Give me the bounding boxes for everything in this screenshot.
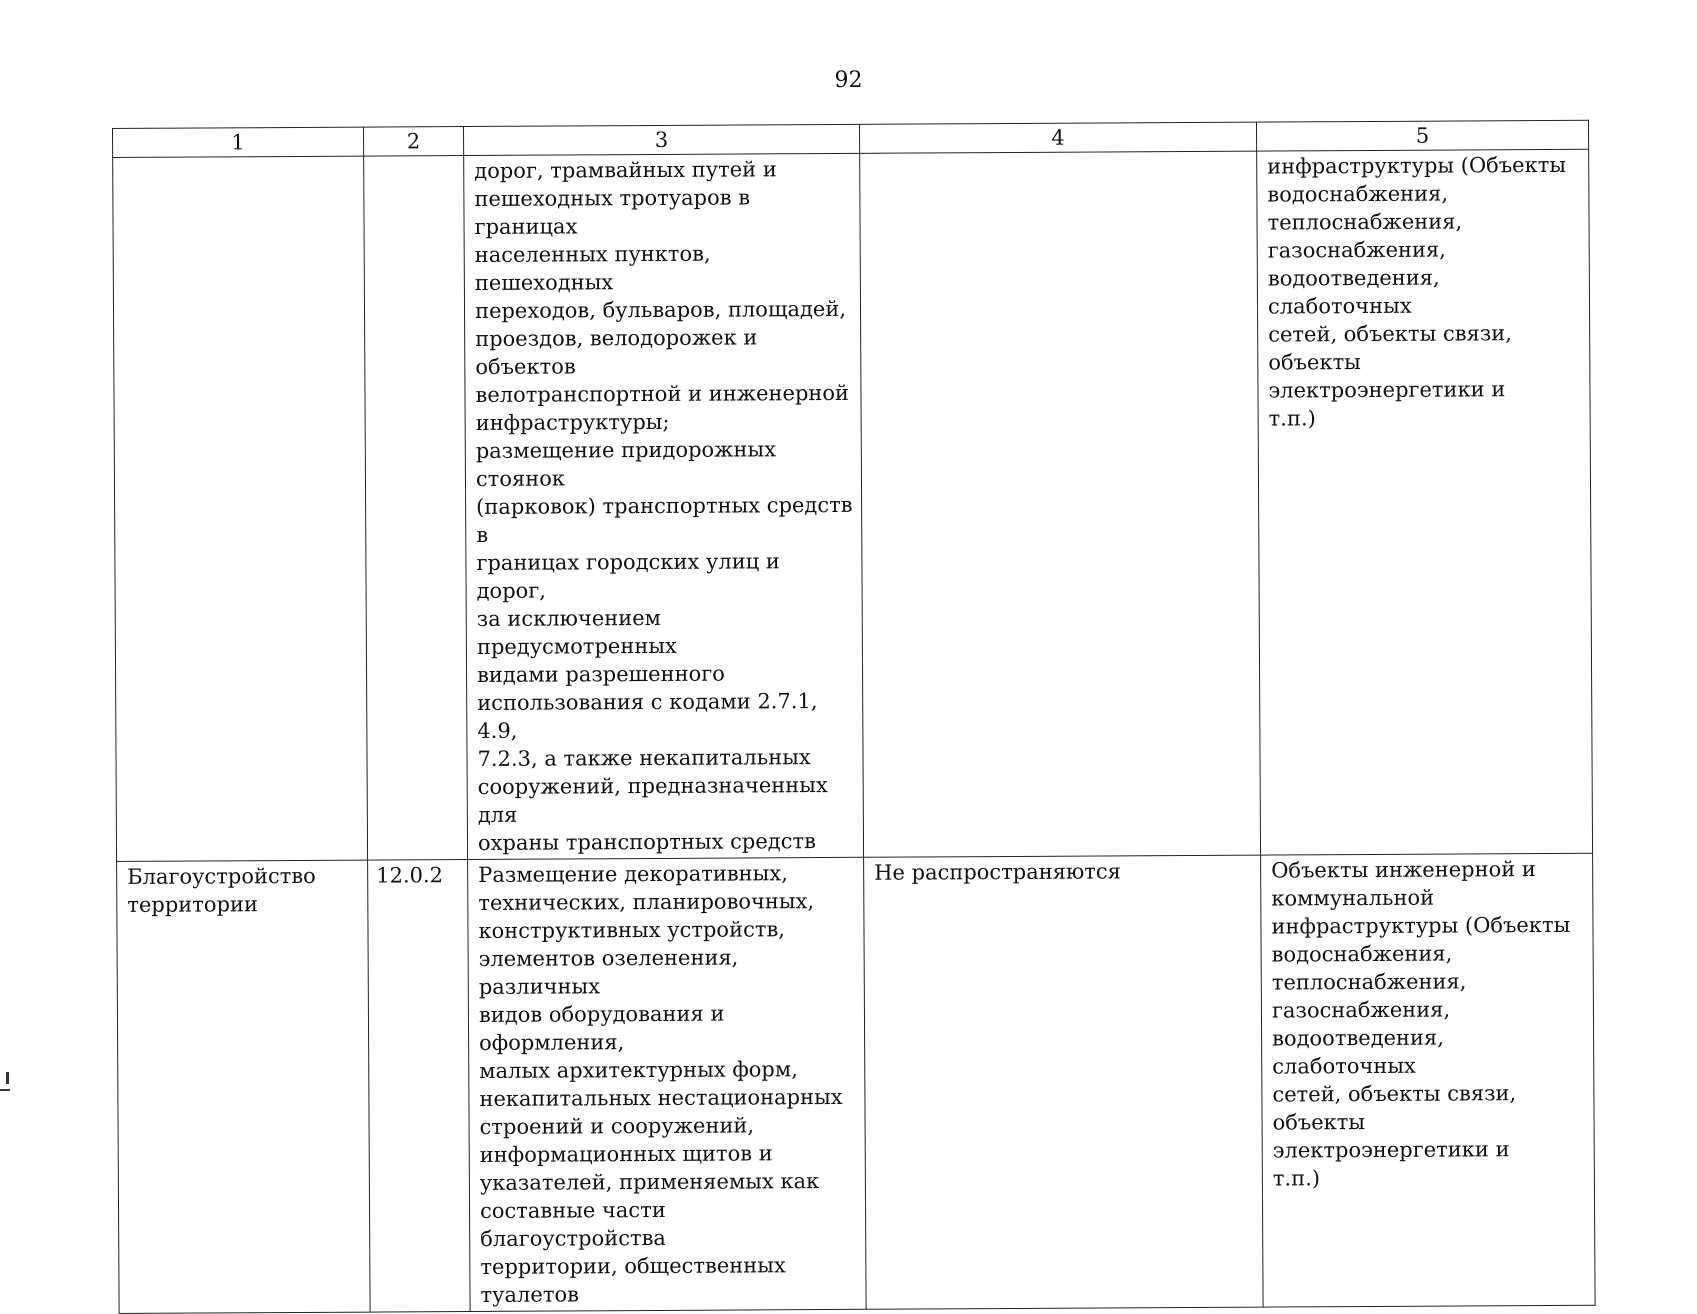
table-row — [113, 149, 1593, 861]
auxiliary-uses-cell — [1257, 149, 1593, 855]
scan-edge-mark — [0, 1089, 10, 1091]
header-col-3: 3 — [463, 124, 859, 155]
header-col-2: 2 — [363, 127, 463, 157]
scan-edge-mark — [6, 1072, 9, 1084]
parameters-text: Не распространяются — [874, 857, 1252, 887]
land-use-name: Благоустройство территории — [127, 862, 359, 919]
land-use-code-cell — [364, 156, 468, 861]
parameters-cell — [864, 855, 1264, 1309]
header-col-4: 4 — [859, 122, 1256, 153]
land-use-description: дорог, трамвайных путей и пешеходных тротуаров в границах населенных пунктов, пешеходных переходов, бульваров, площадей, проездов, велодорожек и объектов велотранспортной и инженерной инфраструктуры; размещение придорожных стоянок (парковок) транспортных средств в границах городских улиц и дорог, за исключением предусмотренных видами разрешенного использования с кодами 2.7.1, 4.9, 7.2.3, а также некапитальных сооружений, предназначенных для охраны транспортных средств — [474, 155, 855, 857]
parameters-cell — [860, 151, 1261, 857]
land-use-name — [123, 158, 355, 159]
auxiliary-uses-cell — [1261, 853, 1596, 1307]
land-use-table — [112, 120, 1596, 1314]
land-use-code-cell — [368, 860, 471, 1313]
table-row — [117, 853, 1596, 1313]
page-number: 92 — [0, 68, 1697, 93]
land-use-name-cell — [113, 156, 368, 861]
header-col-1: 1 — [113, 127, 364, 157]
land-use-description-cell — [468, 857, 867, 1311]
land-use-description: Размещение декоративных, технических, планировочных, конструктивных устройств, элементов озеленения, различных видов оборудования и оформления, малых архитектурных форм, некапитальных нестационарных строений и сооружений, информационных щитов и указателей, применяемых как составные части благоустройства территории, общественных туалетов — [478, 859, 857, 1309]
header-col-5: 5 — [1256, 120, 1588, 151]
auxiliary-uses-text: инфраструктуры (Объекты водоснабжения, теплоснабжения, газоснабжения, водоотведения, слаботочных сетей, объекты связи, объекты электроэнергетики и т.п.) — [1267, 151, 1582, 433]
auxiliary-uses-text: Объекты инженерной и коммунальной инфраструктуры (Объекты водоснабжения, теплоснабжения, газоснабжения, водоотведения, слаботочных сетей, объекты связи, объекты электроэнергетики и т.п.) — [1271, 855, 1586, 1193]
land-use-description-cell — [464, 153, 864, 859]
parameters-text — [870, 153, 1248, 155]
land-use-name-cell — [117, 860, 371, 1313]
land-use-code: 12.0.2 — [376, 861, 459, 889]
